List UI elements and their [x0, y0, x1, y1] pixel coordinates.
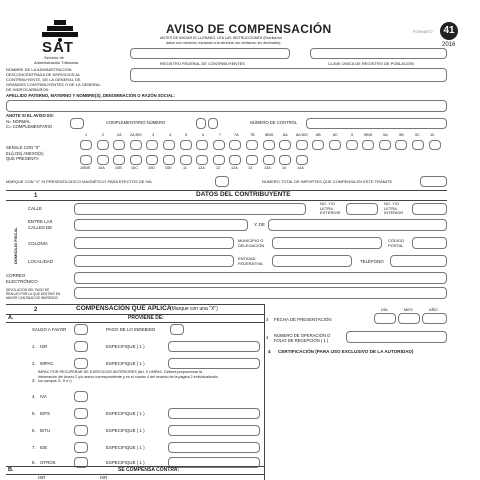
annex-label-10: 10: [430, 133, 435, 137]
entidad-label: ENTIDAD FEDERATIVA: [238, 256, 263, 266]
aviso-comp-label: C= COMPLEMENTARIO: [6, 124, 53, 129]
telefono-label: TELÉFONO: [360, 259, 384, 264]
magnetic-disk-label: MARQUE CON "X" SI PRESENTA DISCO MAGNÉTICO PARA EFECTOS DE IVA: [6, 179, 152, 184]
y-de-label: Y, DE: [254, 222, 265, 227]
annex-checkbox[interactable]: [362, 140, 374, 150]
annex-checkbox[interactable]: [163, 140, 175, 150]
annex-label: SEÑALE CON "X" EL(LOS) ANEXO(S) QUE PRESENTA: [6, 145, 44, 161]
row-label-impac: IMPAC: [40, 361, 54, 366]
pago-indebido-checkbox[interactable]: [170, 324, 184, 335]
ietu-specify-field[interactable]: [168, 425, 260, 436]
admin-label: NOMBRE DE LA ADMINISTRACIÓN DESCONCENTRADA DE SERVICIOS AL CONTRIBUYENTE, DE LA GENERAL DE GRANDES CONTRIBUYENTES O DE LA GENERAL DE HIDROCARBUROS:: [6, 67, 101, 92]
annex-label-10bis: 10BIS: [80, 166, 91, 170]
section-3-number: 3: [266, 317, 269, 322]
section-2-note: (Marque con una "X"): [170, 306, 218, 312]
agency-line-2: Administración Tributaria: [34, 60, 79, 65]
calle-field[interactable]: [74, 203, 306, 215]
annex-checkbox[interactable]: [97, 140, 109, 150]
colonia-field[interactable]: [74, 237, 234, 249]
annex-label-10b: 10B: [115, 166, 122, 170]
sat-logo: [40, 20, 80, 56]
annex-checkbox[interactable]: [80, 140, 92, 150]
cp-field[interactable]: [412, 237, 447, 249]
section-3-label: FECHA DE PRESENTACIÓN: [274, 317, 332, 322]
annex-label-3: 3: [152, 133, 155, 137]
impac-specify-field[interactable]: [168, 358, 260, 369]
annex-checkbox[interactable]: [196, 140, 208, 150]
row-num-ieps: 5.: [32, 411, 36, 416]
calle-label: CALLE: [28, 206, 42, 211]
row-num-otros: 8.: [32, 460, 36, 465]
form-label: FORMATO: [413, 29, 433, 34]
annex-checkbox[interactable]: [130, 155, 142, 165]
b-row-isr-1: ISR: [38, 475, 46, 480]
aviso-label: ANOTE SI EL AVISO ES:: [6, 113, 55, 118]
cp-label: CÓDIGO POSTAL: [388, 238, 405, 248]
impac-checkbox[interactable]: [74, 358, 88, 369]
devolucion-label: DEVOLUCIÓN DEL PAGO DE REALIZÓ POR LA QUE DESTINÓ EN MAYOR CANTIDAD DE INGRESOS: [6, 288, 61, 300]
annex-label-7b: 7B: [250, 133, 255, 137]
date-header-day: DÍA: [381, 307, 388, 312]
annex-label-11: 11: [183, 166, 187, 170]
no-ext-field[interactable]: [346, 203, 378, 215]
annex-label-6: 6: [202, 133, 205, 137]
section-2-number: 2: [34, 307, 38, 313]
logo-text: SAT: [42, 39, 74, 56]
annex-checkbox[interactable]: [296, 155, 308, 165]
comp-number-label: COMPLEMENTARIO NÚMERO: [106, 120, 166, 125]
annex-label-8a: 8A: [283, 133, 288, 137]
entre-calles-label: ENTRE LAS CALLES DE: [28, 219, 53, 230]
form-number-badge: 41: [440, 22, 458, 40]
annex-label-9b: 9B: [399, 133, 404, 137]
annex-checkbox[interactable]: [229, 155, 241, 165]
annex-checkbox[interactable]: [279, 140, 291, 150]
annex-label-2a: 2A: [117, 133, 122, 137]
no-ext-label: NO. Y/O LETRA EXTERIOR: [320, 201, 341, 215]
annex-checkbox[interactable]: [379, 140, 391, 150]
annex-label-4: 4: [169, 133, 172, 137]
annex-label-10a: 10A: [98, 166, 105, 170]
form-year: 2016: [442, 42, 456, 48]
impac-recover-text: IMPAC POR RECUPERAR DE EJERCICIOS ANTERIORES (Art. 9 LIMPAC. Deberá proporcionar la información del Anexo 2 y/o anexo correspondiente y en el cuadro 4 del reverso de la página 2 individualizado los campos G, H e I): [38, 370, 218, 384]
magnetic-disk-checkbox[interactable]: [215, 176, 229, 187]
ietu-checkbox[interactable]: [74, 425, 88, 436]
date-day-field[interactable]: [374, 313, 396, 324]
annex-label-9bis: 9BIS: [364, 133, 373, 137]
row-label-ide: IDE: [40, 445, 48, 450]
devolucion-field[interactable]: [74, 287, 447, 299]
section-4-label: CERTIFICACIÓN (PARA USO EXCLUSIVO DE LA AUTORIDAD): [278, 349, 414, 354]
no-int-label: NO. Y/O LETRA INTERIOR: [384, 201, 404, 215]
row-num-iva: 4.: [32, 394, 36, 399]
total-amounts-field[interactable]: [420, 176, 447, 187]
annex-checkbox[interactable]: [296, 140, 308, 150]
annex-checkbox[interactable]: [429, 140, 441, 150]
otros-specify-label: ESPECIFIQUE ( 1 ): [106, 460, 145, 465]
rfc-label: REGISTRO FEDERAL DE CONTRIBUYENTES: [160, 61, 245, 66]
ieps-checkbox[interactable]: [74, 408, 88, 419]
section-4-number: 4: [268, 349, 271, 354]
isr-specify-field[interactable]: [168, 341, 260, 352]
annex-label-13: 13: [248, 166, 253, 170]
section-1-number: 1: [34, 193, 38, 199]
ide-checkbox[interactable]: [74, 442, 88, 453]
annex-label-12a: 12A: [198, 166, 205, 170]
aviso-type-box[interactable]: [70, 118, 84, 129]
annex-checkbox[interactable]: [213, 140, 225, 150]
annex-checkbox[interactable]: [246, 155, 258, 165]
annex-checkbox[interactable]: [279, 155, 291, 165]
impac-specify-label: ESPECIFIQUE ( 1 ): [106, 361, 145, 366]
rfc-field[interactable]: [130, 48, 290, 59]
annex-checkbox[interactable]: [196, 155, 208, 165]
colonia-label: COLONIA: [28, 241, 48, 246]
annex-checkbox[interactable]: [146, 140, 158, 150]
annex-label-10e: 10E: [165, 166, 172, 170]
annex-label-13a: 13A: [264, 166, 271, 170]
date-month-field[interactable]: [398, 313, 420, 324]
annex-label-10d: 10D: [148, 166, 155, 170]
no-int-field[interactable]: [412, 203, 447, 215]
row-label-isr: ISR: [40, 344, 48, 349]
annex-checkbox[interactable]: [113, 155, 125, 165]
section-2-title: COMPENSACIÓN QUE APLICA: [76, 305, 172, 312]
iva-checkbox[interactable]: [74, 391, 88, 402]
annex-checkbox[interactable]: [213, 155, 225, 165]
ieps-specify-field[interactable]: [168, 408, 260, 419]
annex-checkbox[interactable]: [395, 140, 407, 150]
annex-label-12: 12: [216, 166, 221, 170]
row-num-isr: 1.: [32, 344, 36, 349]
ide-specify-field[interactable]: [168, 442, 260, 453]
control-label: NÚMERO DE CONTROL: [250, 120, 298, 125]
annex-label-7a: 7A: [234, 133, 239, 137]
annex-checkbox[interactable]: [263, 155, 275, 165]
ietu-specify-label: ESPECIFIQUE ( 1 ): [106, 428, 145, 433]
comp-number-field-1[interactable]: [196, 118, 206, 129]
form-subtitle-2: datos con números, iniciando a la derecha; sin centavos, sin decimales): [166, 41, 281, 45]
admin-field[interactable]: [130, 68, 447, 82]
annex-checkbox[interactable]: [180, 155, 192, 165]
row-label-otros: OTROS: [40, 460, 56, 465]
total-amounts-label: NÚMERO TOTAL DE IMPORTES QUE COMPENSA EN ESTE TRÁMITE: [262, 179, 393, 184]
date-header-month: MES: [404, 307, 413, 312]
municipio-field[interactable]: [272, 237, 382, 249]
telefono-field[interactable]: [390, 255, 447, 267]
section-2b-title: SE COMPENSA CONTRA:: [118, 467, 180, 473]
annex-checkbox[interactable]: [229, 140, 241, 150]
row-label-ietu: IETU: [40, 428, 51, 433]
form-title: AVISO DE COMPENSACIÓN: [166, 22, 332, 36]
annex-checkbox[interactable]: [130, 140, 142, 150]
row-num-ide: 7.: [32, 445, 36, 450]
b-row-isr-2: ISR: [100, 475, 108, 480]
correo-label: CORREO ELECTRÓNICO: [6, 273, 38, 284]
section-2a-title: PROVIENE DE:: [128, 315, 164, 321]
date-header-year: AÑO: [429, 307, 438, 312]
row-label-ieps: IEPS: [40, 411, 51, 416]
annex-label-1: 1: [85, 133, 88, 137]
saldo-favor-checkbox[interactable]: [74, 324, 88, 335]
annex-checkbox[interactable]: [412, 140, 424, 150]
name-label: APELLIDO PATERNO, MATERNO Y NOMBRE(S), DENOMINACIÓN O RAZÓN SOCIAL:: [6, 93, 175, 98]
curp-label: CLAVE ÚNICA DE REGISTRO DE POBLACIÓN: [328, 61, 414, 66]
operation-number-field[interactable]: [346, 331, 447, 343]
annex-label-8c: 8C: [333, 133, 338, 137]
annex-label-8bis: 8BIS: [265, 133, 274, 137]
control-field[interactable]: [306, 118, 447, 129]
section-2b-letter: B.: [8, 467, 14, 473]
annex-checkbox[interactable]: [263, 140, 275, 150]
isr-specify-label: ESPECIFIQUE ( 1 ): [106, 344, 145, 349]
annex-label-5: 5: [185, 133, 188, 137]
entre-calles-field[interactable]: [74, 219, 248, 231]
municipio-label: MUNICIPIO O DELEGACIÓN: [238, 238, 265, 248]
row-num-impac: 2.: [32, 361, 36, 366]
date-year-field[interactable]: [422, 313, 447, 324]
annex-label-9: 9: [351, 133, 354, 137]
annex-checkbox[interactable]: [180, 140, 192, 150]
annex-checkbox[interactable]: [80, 155, 92, 165]
localidad-label: LOCALIDAD: [28, 259, 53, 264]
correo-field[interactable]: [74, 272, 447, 284]
entidad-field[interactable]: [272, 255, 352, 267]
aviso-normal-label: N= NORMAL: [6, 119, 31, 124]
ide-specify-label: ESPECIFIQUE ( 1 ): [106, 445, 145, 450]
operation-number-label: NÚMERO DE OPERACIÓN O FOLIO DE RECEPCIÓN ( 1 ): [274, 333, 331, 343]
section-2a-letter: A.: [8, 315, 14, 321]
annex-label-2abis: 2A BIS: [130, 133, 142, 137]
ieps-specify-label: ESPECIFIQUE ( 1 ): [106, 411, 145, 416]
name-field[interactable]: [6, 100, 447, 112]
pago-indebido-label: PAGO DE LO INDEBIDO: [106, 327, 156, 332]
annex-label-8b: 8B: [316, 133, 321, 137]
localidad-field[interactable]: [74, 255, 234, 267]
annex-label-14: 14: [282, 166, 287, 170]
agency-line-1: Servicio de: [44, 55, 64, 60]
annex-label-9c: 9C: [415, 133, 420, 137]
annex-checkbox[interactable]: [329, 140, 341, 150]
form-subtitle-1: ANTES DE INICIAR EL LLENADO, LEA LAS INSTRUCCIONES (Escriba los: [160, 36, 283, 40]
annex-label-10c: 10C: [131, 166, 138, 170]
annex-checkbox[interactable]: [346, 140, 358, 150]
comp-number-field-2[interactable]: [208, 118, 218, 129]
saldo-favor-label: SALDO A FAVOR: [32, 327, 67, 332]
annex-checkbox[interactable]: [146, 155, 158, 165]
annex-checkbox[interactable]: [97, 155, 109, 165]
annex-label-7: 7: [219, 133, 222, 137]
annex-checkbox[interactable]: [113, 140, 125, 150]
annex-checkbox[interactable]: [312, 140, 324, 150]
isr-checkbox[interactable]: [74, 341, 88, 352]
annex-label-14a: 14A: [297, 166, 304, 170]
row-num-impac-recover: 3.: [32, 378, 36, 383]
curp-field[interactable]: [310, 48, 447, 59]
section-4a-number: 4: [266, 335, 269, 340]
annex-label-8abis: 8A BIS: [296, 133, 308, 137]
section-1-title: DATOS DEL CONTRIBUYENTE: [196, 191, 291, 198]
annex-label-9a: 9A: [383, 133, 388, 137]
y-de-field[interactable]: [268, 219, 447, 231]
annex-checkbox[interactable]: [246, 140, 258, 150]
row-label-iva: IVA: [40, 394, 47, 399]
annex-label-2: 2: [102, 133, 105, 137]
row-num-ietu: 6.: [32, 428, 36, 433]
annex-checkbox[interactable]: [163, 155, 175, 165]
annex-label-12a-2: 12A: [231, 166, 238, 170]
